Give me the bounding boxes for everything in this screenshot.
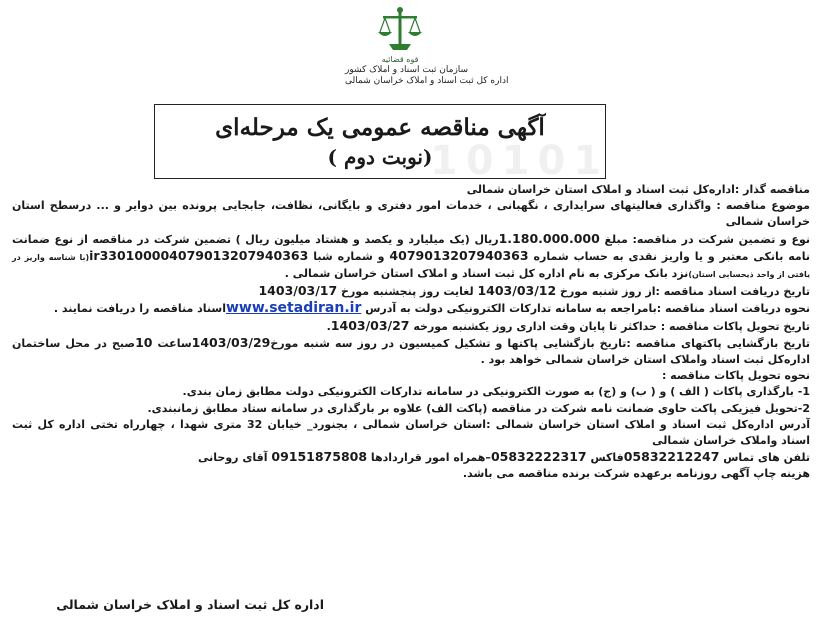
mobile-label: –همراه امور قراردادها [367, 451, 491, 465]
opening-text-c: صبح در محل ساختمان اداره‌کل ثبت اسناد واملاک استان خراسان شمالی خواهد بود . [12, 336, 810, 367]
guarantee-text-b: ریال (یک میلیارد و یکصد و هشتاد میلیون ریال ) تضمین شرکت در مناقصه از نوع ضمانت نامه بانکی معتبر و یا واریز نقدی به حساب شماره [12, 232, 810, 263]
deadline-text: تاریخ تحویل پاکات مناقصه : حداکثر تا پایان وقت اداری روز یکشنبه مورخه [409, 319, 810, 333]
document-receipt-method [12, 300, 810, 317]
deadline-date: 1403/03/27 [330, 317, 410, 333]
print-cost-note: هزینه چاپ آگهی روزنامه برعهده شرکت برنده مناقصه می باشد. [462, 467, 810, 481]
delivery-method-heading: نحوه تحویل پاکات مناقصه : [661, 369, 810, 383]
background-watermark: 10101 [430, 138, 610, 184]
opening-hour: 10 [135, 334, 153, 350]
opening-text-b: ساعت [152, 336, 192, 350]
guarantee-text-c: و شماره شبا [308, 249, 390, 263]
receipt-text-b: لغایت روز پنجشنبه مورخ [337, 285, 478, 299]
iban-number: ir330100004079013207940363 [89, 247, 309, 263]
tender-organizer: مناقصه گذار :اداره‌کل ثبت اسناد و املاک استان خراسان شمالی [466, 183, 810, 196]
contact-person: آقای روحانی [198, 451, 272, 465]
account-number: 4079013207940363 [389, 247, 529, 263]
notice-title: آگهی مناقصه عمومی یک مرحله‌ای [215, 114, 545, 141]
document-receipt-dates [12, 283, 810, 300]
opening-date-value: 1403/03/29 [191, 334, 271, 350]
phone-number: 05832212247 [623, 449, 720, 465]
emblem-org-line1: قوه قضائیه [381, 55, 419, 64]
delivery-step-2: 2-تحویل فیزیکی پاکت حاوی ضمانت نامه شرکت در مناقصه (پاکت الف) علاوه بر بارگذاری در سامانه ستاد مطابق زمانبندی. [147, 401, 810, 415]
guarantee-amount: 1.180.000.000 [498, 230, 600, 246]
notice-body [12, 182, 810, 483]
fax-label: فاکس [586, 451, 624, 465]
method-text-b: اسناد مناقصه را دریافت نمایند . [53, 302, 226, 316]
notice-subtitle: ( نوبت دوم) [327, 145, 433, 169]
receipt-text-a: تاریخ دریافت اسناد مناقصه :از روز شنبه مورخ [556, 285, 810, 299]
office-address: آدرس اداره‌کل ثبت اسناد و املاک استان خراسان شمالی :استان خراسان شمالی ، بجنورد_ خیابان 32 متری شهدا ، چهارراه تختی اداره کل ثبت اسناد واملاک خراسان شمالی [12, 417, 810, 448]
emblem-org-line2: سازمان ثبت اسناد و املاک کشور [345, 65, 469, 75]
method-text-a: نحوه دریافت اسناد مناقصه :بامراجعه به سامانه تدارکات الکترونیکی دولت به آدرس [361, 302, 810, 316]
judiciary-scales-emblem-icon [375, 4, 425, 54]
guarantee-text-d: نزد بانک مرکزی به نام اداره کل ثبت اسناد و املاک استان خراسان شمالی . [284, 267, 689, 281]
receipt-start-date: 1403/03/12 [477, 283, 557, 299]
emblem-org-line3: اداره کل ثبت اسناد و املاک خراسان شمالی [345, 76, 509, 86]
opening-text-a: تاریخ بازگشایی پاکتهای مناقصه :تاریخ بازگشایی پاکتها و تشکیل کمیسیون در روز سه شنبه مورخ [270, 336, 810, 350]
opening-date [12, 335, 810, 368]
delivery-step-1: 1- بارگذاری پاکات ( الف ) و ( ب) و (ج) به صورت الکترونیکی در سامانه تدارکات الکترونیکی دولت مطابق زمان بندی. [182, 385, 810, 399]
submission-deadline: تاریخ تحویل پاکات مناقصه : حداکثر تا پایان وقت اداری روز یکشنبه مورخه 1403/03/27. [326, 317, 810, 333]
mobile-number: 09151875808 [271, 449, 368, 465]
receipt-end-date: 1403/03/17 [258, 283, 338, 299]
tender-subject: موضوع مناقصه : واگذاری فعالیتهای سرایداری ، نگهبانی ، خدمات امور دفتری و بایگانی، نظافت، جابجایی پرونده بین دوایر و ... درسطح استان خراسان شمالی [12, 199, 810, 229]
footer-signature: اداره کل ثبت اسناد و املاک خراسان شمالی [56, 597, 324, 612]
phones-label: تلفن های تماس [719, 451, 810, 465]
guarantee-text-a: نوع و تضمین شرکت در مناقصه: مبلغ [599, 232, 811, 246]
contact-phones [12, 449, 810, 466]
fax-number: 05832222317 [490, 449, 587, 465]
iban-note: (با شناسه واریز در یافتی از واحد ذیحسابی استان) [12, 252, 810, 280]
setadiran-link[interactable]: www.setadiran.ir [226, 300, 362, 317]
organization-emblem [345, 4, 509, 104]
tender-guarantee [12, 231, 810, 284]
